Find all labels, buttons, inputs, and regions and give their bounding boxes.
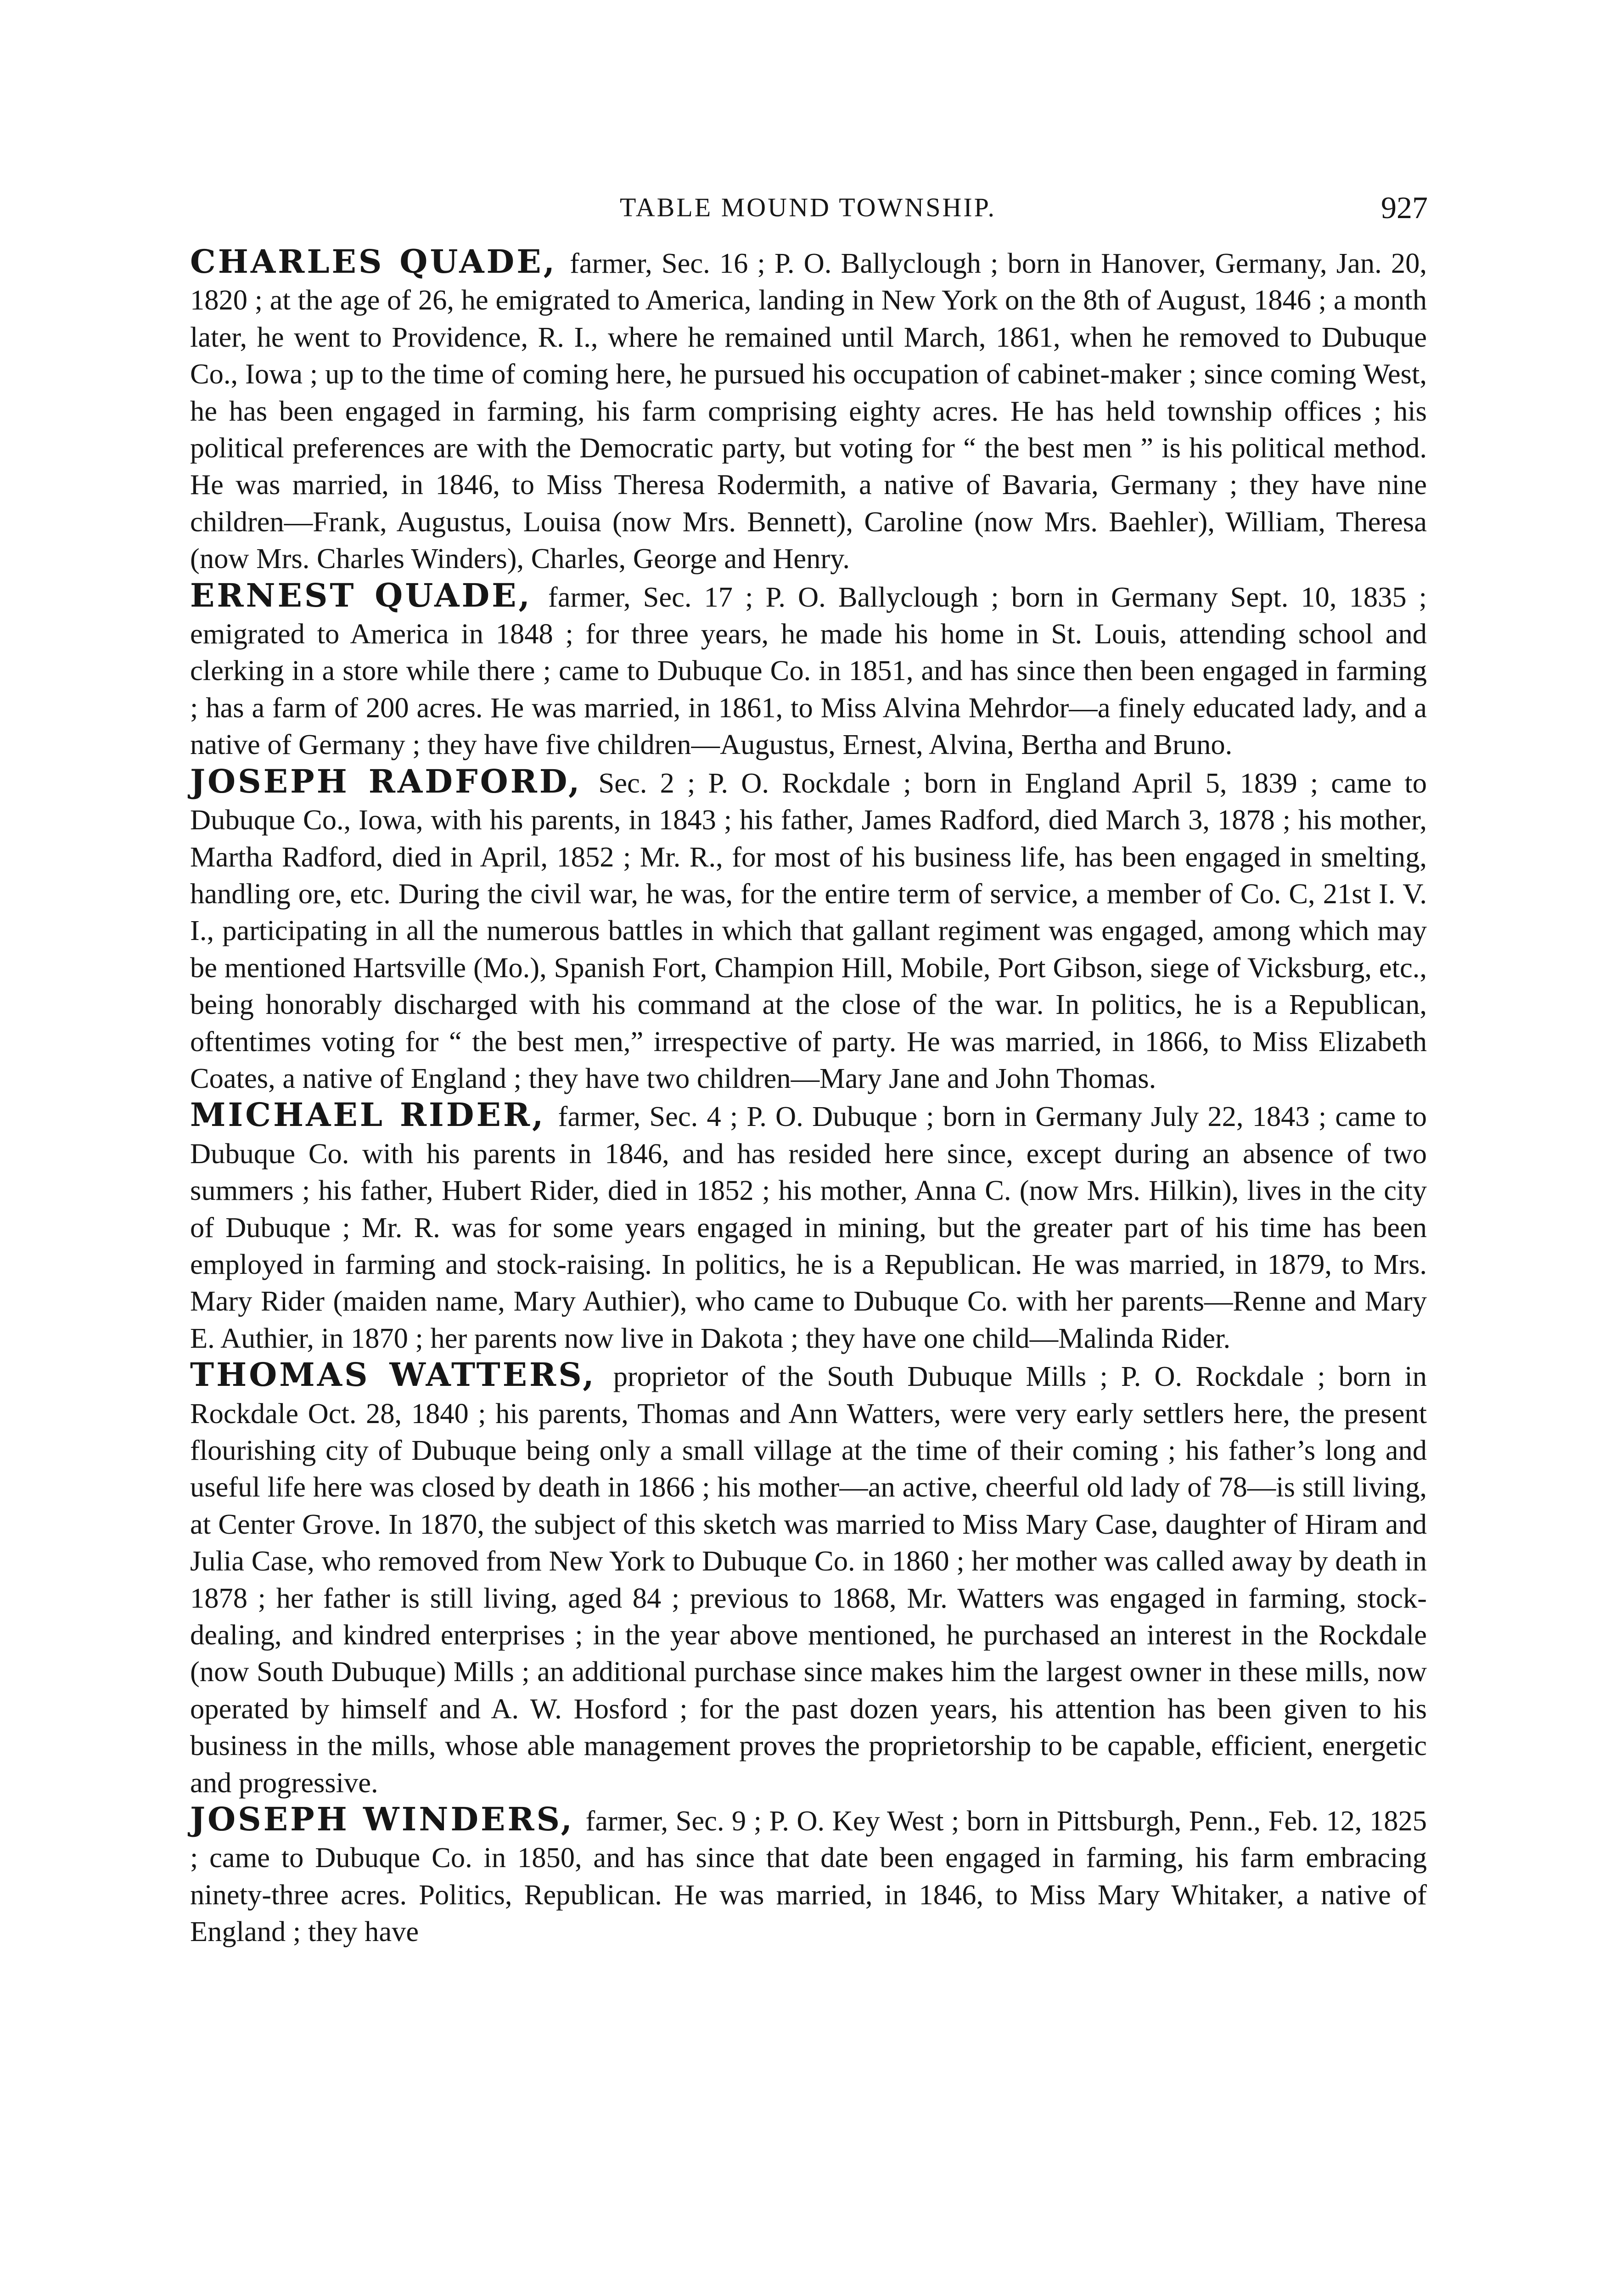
entry-name: JOSEPH RADFORD,: [190, 762, 582, 800]
biography-entries: [190, 243, 1427, 1950]
biography-entry-joseph-radford: [190, 763, 1427, 1097]
running-title: TABLE MOUND TOWNSHIP.: [620, 192, 996, 222]
biography-entry-thomas-watters: [190, 1356, 1427, 1801]
entry-text: farmer, Sec. 9 ; P. O. Key West ; born in Pittsburgh, Penn., Feb. 12, 1825 ; came to Dubuque Co. in 1850, and has since that date been engaged in farming, his farm embracing ninety-three acres. Politics, Republican. He was married, in 1846, to Miss Mary Whitaker, a native of England ; they have: [190, 1805, 1427, 1948]
entry-name: MICHAEL RIDER,: [190, 1096, 546, 1134]
entry-text: Sec. 2 ; P. O. Rockdale ; born in England April 5, 1839 ; came to Dubuque Co., Iowa, with his parents, in 1843 ; his father, James Radford, died March 3, 1878 ; his mother, Martha Radford, died in April, 1852 ; Mr. R., for most of his business life, has been engaged in smelting, handling ore, etc. During the civil war, he was, for the entire term of service, a member of Co. C, 21st I. V. I., participating in all the numerous battles in which that gallant regiment was engaged, among which may be mentioned Hartsville (Mo.), Spanish Fort, Champion Hill, Mobile, Port Gibson, siege of Vicksburg, etc., being honorably discharged with his command at the close of the war. In politics, he is a Republican, oftentimes voting for “ the best men,” irrespective of party. He was married, in 1866, to Miss Elizabeth Coates, a native of England ; they have two children—Mary Jane and John Thomas.: [190, 766, 1427, 1094]
entry-name: ERNEST QUADE,: [190, 576, 532, 614]
entry-text: farmer, Sec. 17 ; P. O. Ballyclough ; born in Germany Sept. 10, 1835 ; emigrated to America in 1848 ; for three years, he made his home in St. Louis, attending school and clerking in a store while there ; came to Dubuque Co. in 1851, and has since then been engaged in farming ; has a farm of 200 acres. He was married, in 1861, to Miss Alvina Mehrdor—a finely educated lady, and a native of Germany ; they have five children—Augustus, Ernest, Alvina, Bertha and Bruno.: [190, 580, 1427, 761]
biography-entry-ernest-quade: [190, 577, 1427, 763]
entry-text: farmer, Sec. 4 ; P. O. Dubuque ; born in Germany July 22, 1843 ; came to Dubuque Co. with his parents in 1846, and has resided here since, except during an absence of two summers ; his father, Hubert Rider, died in 1852 ; his mother, Anna C. (now Mrs. Hilkin), lives in the city of Dubuque ; Mr. R. was for some years engaged in mining, but the greater part of his time has been employed in farming and stock-raising. In politics, he is a Republican. He was married, in 1879, to Mrs. Mary Rider (maiden name, Mary Authier), who came to Dubuque Co. with her parents—Renne and Mary E. Authier, in 1870 ; her parents now live in Dakota ; they have one child—Malinda Rider.: [190, 1100, 1427, 1354]
entry-name: CHARLES QUADE,: [190, 242, 557, 281]
running-header: [188, 189, 1428, 226]
page-number: 927: [1381, 190, 1428, 225]
biography-entry-charles-quade: [190, 243, 1427, 577]
entry-text: proprietor of the South Dubuque Mills ; P. O. Rockdale ; born in Rockdale Oct. 28, 1840 ; his parents, Thomas and Ann Watters, were very early settlers here, the present flourishing city of Dubuque being only a small village at the time of their coming ; his father’s long and useful life here was closed by death in 1866 ; his mother—an active, cheerful old lady of 78—is still living, at Center Grove. In 1870, the subject of this sketch was married to Miss Mary Case, daughter of Hiram and Julia Case, who removed from New York to Dubuque Co. in 1860 ; her mother was called away by death in 1878 ; her father is still living, aged 84 ; previous to 1868, Mr. Watters was engaged in farming, stock-dealing, and kindred enterprises ; in the year above mentioned, he purchased an interest in the Rockdale (now South Dubuque) Mills ; an additional purchase since makes him the largest owner in these mills, now operated by himself and A. W. Hosford ; for the past dozen years, his attention has been given to his business in the mills, whose able management proves the proprietorship to be capable, efficient, energetic and progressive.: [190, 1360, 1427, 1799]
entry-name: JOSEPH WINDERS,: [190, 1800, 574, 1839]
biography-entry-joseph-winders: [190, 1801, 1427, 1950]
entry-name: THOMAS WATTERS,: [190, 1356, 596, 1394]
entry-text: farmer, Sec. 16 ; P. O. Ballyclough ; born in Hanover, Germany, Jan. 20, 1820 ; at the age of 26, he emigrated to America, landing in New York on the 8th of August, 1846 ; a month later, he went to Providence, R. I., where he remained until March, 1861, when he removed to Dubuque Co., Iowa ; up to the time of coming here, he pursued his occupation of cabinet-maker ; since coming West, he has been engaged in farming, his farm comprising eighty acres. He has held township offices ; his political preferences are with the Democratic party, but voting for “ the best men ” is his political method. He was married, in 1846, to Miss Theresa Rodermith, a native of Bavaria, Germany ; they have nine children—Frank, Augustus, Louisa (now Mrs. Bennett), Caroline (now Mrs. Baehler), William, Theresa (now Mrs. Charles Winders), Charles, George and Henry.: [190, 247, 1427, 575]
biography-entry-michael-rider: [190, 1097, 1427, 1356]
